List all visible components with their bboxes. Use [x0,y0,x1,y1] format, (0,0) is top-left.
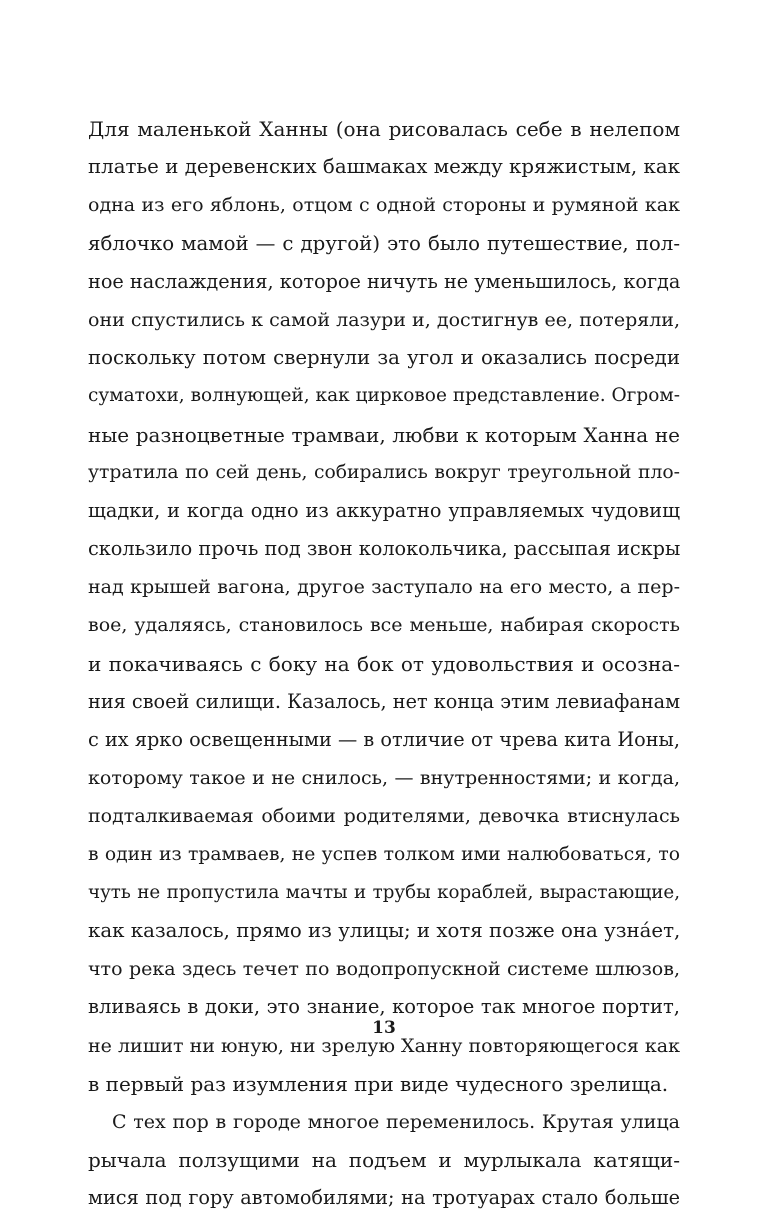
text-line: суматохи, волнующей, как цирковое представление. Огром- [88,385,680,407]
text-line: С тех пор в городе многое переменилось. Крутая улица [112,1110,680,1133]
text-line: ные разноцветные трамваи, любви к которым Ханна не [88,422,680,447]
text-line: что река здесь течет по водопропускной системе шлюзов, [88,958,680,981]
text-line: в один из трамваев, не успев толком ими налюбоваться, то [88,843,680,865]
text-line: мися под гору автомобилями; на тротуарах стало больше [88,1186,680,1210]
text-line: и покачиваясь с боку на бок от удовольствия и осозна- [88,651,680,676]
text-line: платье и деревенских башмаках между кряжистым, как [88,155,680,179]
text-line: в первый раз изумления при виде чудесного зрелища. [88,1071,669,1096]
body-text [88,110,680,1217]
text-line: не лишит ни юную, ни зрелую Ханну повторяющегося как [88,1034,680,1057]
text-line: ное наслаждения, которое ничуть не уменьшилось, когда [88,269,681,293]
text-line: утратила по сей день, собирались вокруг треугольной пло- [88,461,680,483]
text-line: с их ярко освещенными — в отличие от чрева кита Ионы, [88,728,680,751]
text-line: щадки, и когда одно из аккуратно управляемых чудовищ [88,498,680,522]
text-line: чуть не пропустила мачты и трубы кораблей, вырастающие, [88,881,680,903]
text-line: рычала ползущими на подъем и мурлыкала катящи- [88,1148,680,1173]
text-line: ния своей силищи. Казалось, нет конца этим левиафанам [88,689,681,713]
text-line: над крышей вагона, другое заступало на его место, а пер- [88,576,680,599]
text-line: вливаясь в доки, это знание, которое так многое портит, [88,995,680,1019]
text-line: яблочко мамой — с другой) это было путешествие, пол- [88,231,680,255]
text-line: подталкиваемая обоими родителями, девочка втиснулась [88,805,680,828]
paragraph-2 [88,1103,680,1217]
text-line: вое, удаляясь, становилось все меньше, набирая скорость [88,614,680,637]
text-line: скользило прочь под звон колокольчика, рассыпая искры [88,537,681,561]
text-line: поскольку потом свернули за угол и оказались посреди [88,346,680,370]
text-line: одна из его яблонь, отцом с одной стороны и румяной как [88,194,680,217]
text-line: они спустились к самой лазури и, достигнув ее, потеряли, [88,308,680,331]
page-number: 13 [372,1018,396,1038]
text-line: Для маленькой Ханны (она рисовалась себе в нелепом [88,117,680,141]
text-line: как казалось, прямо из улицы; и хотя позже она узна́ет, [88,918,681,942]
text-line: которому такое и не снилось, — внутренностями; и когда, [88,767,680,790]
paragraph-1 [88,110,680,1103]
